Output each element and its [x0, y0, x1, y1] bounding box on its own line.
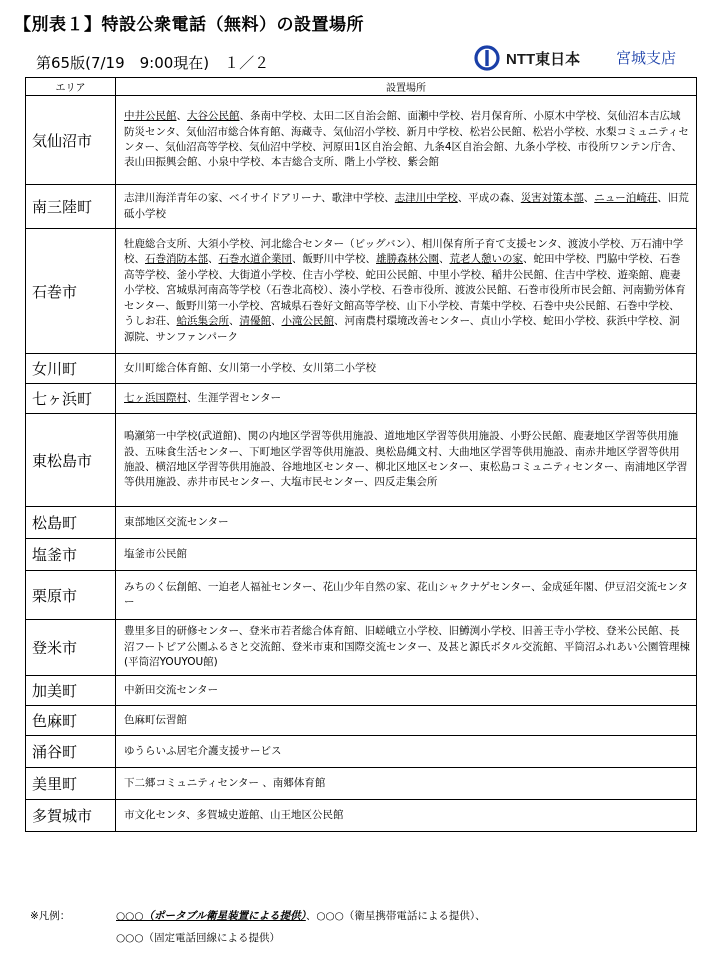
- site-name-portable: 石巻水道企業団: [218, 253, 292, 266]
- area-cell: 加美町: [26, 676, 116, 706]
- area-cell: 気仙沼市: [26, 96, 116, 185]
- site-text: 、平成の森、: [457, 192, 521, 205]
- table-row: [26, 706, 697, 736]
- sites-cell: [116, 414, 697, 507]
- site-name-portable: 志津川中学校: [394, 192, 458, 205]
- legend-prefix: ※凡例：: [30, 910, 71, 922]
- sites-cell: [116, 229, 697, 354]
- area-cell: 多賀城市: [26, 800, 116, 832]
- table-header-row: [26, 78, 697, 96]
- sites-cell: [116, 768, 697, 800]
- legend-separator-2: 、: [475, 910, 486, 922]
- area-cell: 松島町: [26, 507, 116, 539]
- site-text: 牡鹿総合支所、大須小学校、河北総合センター（ビッグバン）、相川保育所子育て支援センタ、渡波小学校、万石浦中学校、: [124, 238, 684, 266]
- site-name-portable: 小滝公民館: [281, 315, 334, 328]
- table-row: [26, 620, 697, 676]
- ntt-logo-icon: [474, 45, 500, 71]
- sites-cell: [116, 800, 697, 832]
- site-text: 、旧荒砥小学校: [124, 192, 689, 220]
- site-text: 豊里多目的研修センター、登米市若者総合体育館、旧嵯峨立小学校、旧鱒渕小学校、旧善王寺小学校、登米公民館、長沼フートピア公園ふるさと交流館、登米市東和国際交流センター、及甚と源氏ボタル交流館、平筒沼ふれあい公園管理棟(平筒沼YOUYOU館): [124, 625, 690, 669]
- table-row: [26, 354, 697, 384]
- legend-fixed: ○○○（固定電話回線による提供）: [116, 932, 280, 944]
- area-cell: 色麻町: [26, 706, 116, 736]
- table-row: [26, 185, 697, 229]
- table-row: [26, 736, 697, 768]
- table-row: [26, 229, 697, 354]
- table-row: [26, 676, 697, 706]
- site-name-portable: 石巻消防本部: [145, 253, 208, 266]
- site-text: 中新田交流センター: [124, 683, 219, 696]
- site-text: 下二郷コミュニティセンター 、南郷体育館: [124, 776, 326, 789]
- sites-cell: [116, 571, 697, 620]
- table-row: [26, 96, 697, 185]
- area-cell: 登米市: [26, 620, 116, 676]
- site-text: 、: [583, 192, 595, 205]
- site-name-portable: 七ヶ浜国際村: [124, 391, 187, 404]
- site-name-portable: 中井公民館: [124, 110, 177, 123]
- site-text: 鳴瀬第一中学校(武道館)、関の内地区学習等供用施設、道地地区学習等供用施設、小野公民館、鹿妻地区学習等供用施設、五味食生活センター、下町地区学習等供用施設、奥松島縄文村、大曲地区学習等供用施設、南赤井地区学習等供用施設、横沼地区学習等供用施設、谷地地区センター、柳北区地区センター、東松島コミュニティセンター、南浦地区学習等供用施設、赤井市民センター、大塩市民センター、四反走集会所: [124, 430, 688, 489]
- area-cell: 七ヶ浜町: [26, 384, 116, 414]
- table-row: [26, 800, 697, 832]
- sites-cell: [116, 676, 697, 706]
- sites-cell: [116, 96, 697, 185]
- site-text: 、条南中学校、太田二区自治会館、面瀬中学校、岩月保育所、小原木中学校、気仙沼本吉広域防災センタ、気仙沼市総合体育館、海蔵寺、気仙沼小学校、新月中学校、松岩公民館、松岩小学校、水梨コミュニティセンター、気仙沼高等学校、気仙沼中学校、河原田1区自治会館、九条4区自治会館、九条小学校、市役所ワンテン庁舎、表山田振興会館、小泉中学校、本吉総合支所、階上小学校、紫会館: [124, 110, 689, 169]
- sites-cell: [116, 507, 697, 539]
- area-cell: 東松島市: [26, 414, 116, 507]
- sites-cell: [116, 185, 697, 229]
- table-row: [26, 507, 697, 539]
- sites-cell: [116, 706, 697, 736]
- sites-cell: [116, 354, 697, 384]
- site-text: 塩釜市公民館: [124, 547, 187, 560]
- table-row: [26, 571, 697, 620]
- area-cell: 栗原市: [26, 571, 116, 620]
- company-name: NTT東日本: [506, 50, 581, 68]
- site-name-portable: 雄勝森林公園: [376, 253, 439, 266]
- area-cell: 石巻市: [26, 229, 116, 354]
- site-text: 、飯野川中学校、: [292, 253, 376, 266]
- sites-cell: [116, 539, 697, 571]
- site-text: 、生涯学習センター: [187, 391, 282, 404]
- sites-cell: [116, 620, 697, 676]
- table-row: [26, 768, 697, 800]
- legend-portable: ○○○（ポータブル衛星装置による提供）: [116, 910, 306, 922]
- area-cell: 塩釜市: [26, 539, 116, 571]
- site-name-portable: 荒老人憩いの家: [449, 253, 523, 266]
- site-text: 、: [208, 253, 219, 266]
- branch-name: 宮城支店: [616, 49, 677, 67]
- company-logo: [474, 45, 580, 71]
- site-name-portable: 大谷公民館: [187, 110, 240, 123]
- location-table: [25, 77, 697, 832]
- area-cell: 美里町: [26, 768, 116, 800]
- site-text: 、河南農村環境改善センター、貞山小学校、蛇田小学校、荻浜中学校、洞源院、サンファンパーク: [124, 315, 680, 343]
- site-text: 、: [271, 315, 282, 328]
- table-row: [26, 384, 697, 414]
- site-name-portable: ニュー泊崎荘: [594, 192, 658, 205]
- site-text: 、: [439, 253, 450, 266]
- page-title: 【別表１】特設公衆電話（無料）の設置場所: [14, 15, 364, 35]
- site-text: 東部地区交流センター: [124, 515, 229, 528]
- table-row: [26, 414, 697, 507]
- site-text: 志津川海洋青年の家、ベイサイドアリーナ、歌津中学校、: [124, 192, 395, 205]
- area-column-header: エリア: [26, 78, 116, 96]
- legend-separator: 、: [305, 910, 317, 922]
- area-cell: 涌谷町: [26, 736, 116, 768]
- sites-cell: [116, 736, 697, 768]
- site-text: 、: [229, 315, 240, 328]
- site-text: 市文化センタ、多賀城史遊館、山王地区公民館: [124, 808, 344, 821]
- site-text: 色麻町伝習館: [124, 713, 187, 726]
- area-cell: 南三陸町: [26, 185, 116, 229]
- legend: [30, 905, 486, 949]
- sites-column-header: 設置場所: [116, 78, 697, 96]
- site-name-portable: 災害対策本部: [520, 192, 584, 205]
- site-text: 女川町総合体育館、女川第一小学校、女川第二小学校: [124, 361, 376, 374]
- table-row: [26, 539, 697, 571]
- site-text: みちのく伝創館、一迫老人福祉センター、花山少年自然の家、花山シャクナゲセンター、金成延年閣、伊豆沼交流センター: [124, 580, 689, 608]
- edition-label: 第65版(7/19 9:00現在) １／２: [36, 54, 270, 72]
- sites-cell: [116, 384, 697, 414]
- area-cell: 女川町: [26, 354, 116, 384]
- legend-satellite: ○○○（衛星携帯電話による提供）: [316, 910, 476, 922]
- site-text: ゆうらいふ居宅介護支援サービス: [124, 744, 282, 757]
- site-text: 、蛇田中学校、門脇中学校、石巻高等学校、釜小学校、大街道小学校、住吉小学校、蛇田公民館、中里小学校、稲井公民館、住吉中学校、遊楽館、鹿妻小学校、宮城県河南高等学校（石巻北高校）、湊小学校、石巻市役所、渡波公民館、石巻市役所市民会館、河南勤労体育センター、飯野川第一小学校、宮城県石巻好文館高等学校、山下小学校、青葉中学校、石巻中央公民館、石巻中学校、うしお荘、: [124, 253, 686, 328]
- site-name-portable: 蛤浜集会所: [176, 315, 229, 328]
- site-name-portable: 清優館: [239, 315, 271, 328]
- site-text: 、: [176, 110, 187, 123]
